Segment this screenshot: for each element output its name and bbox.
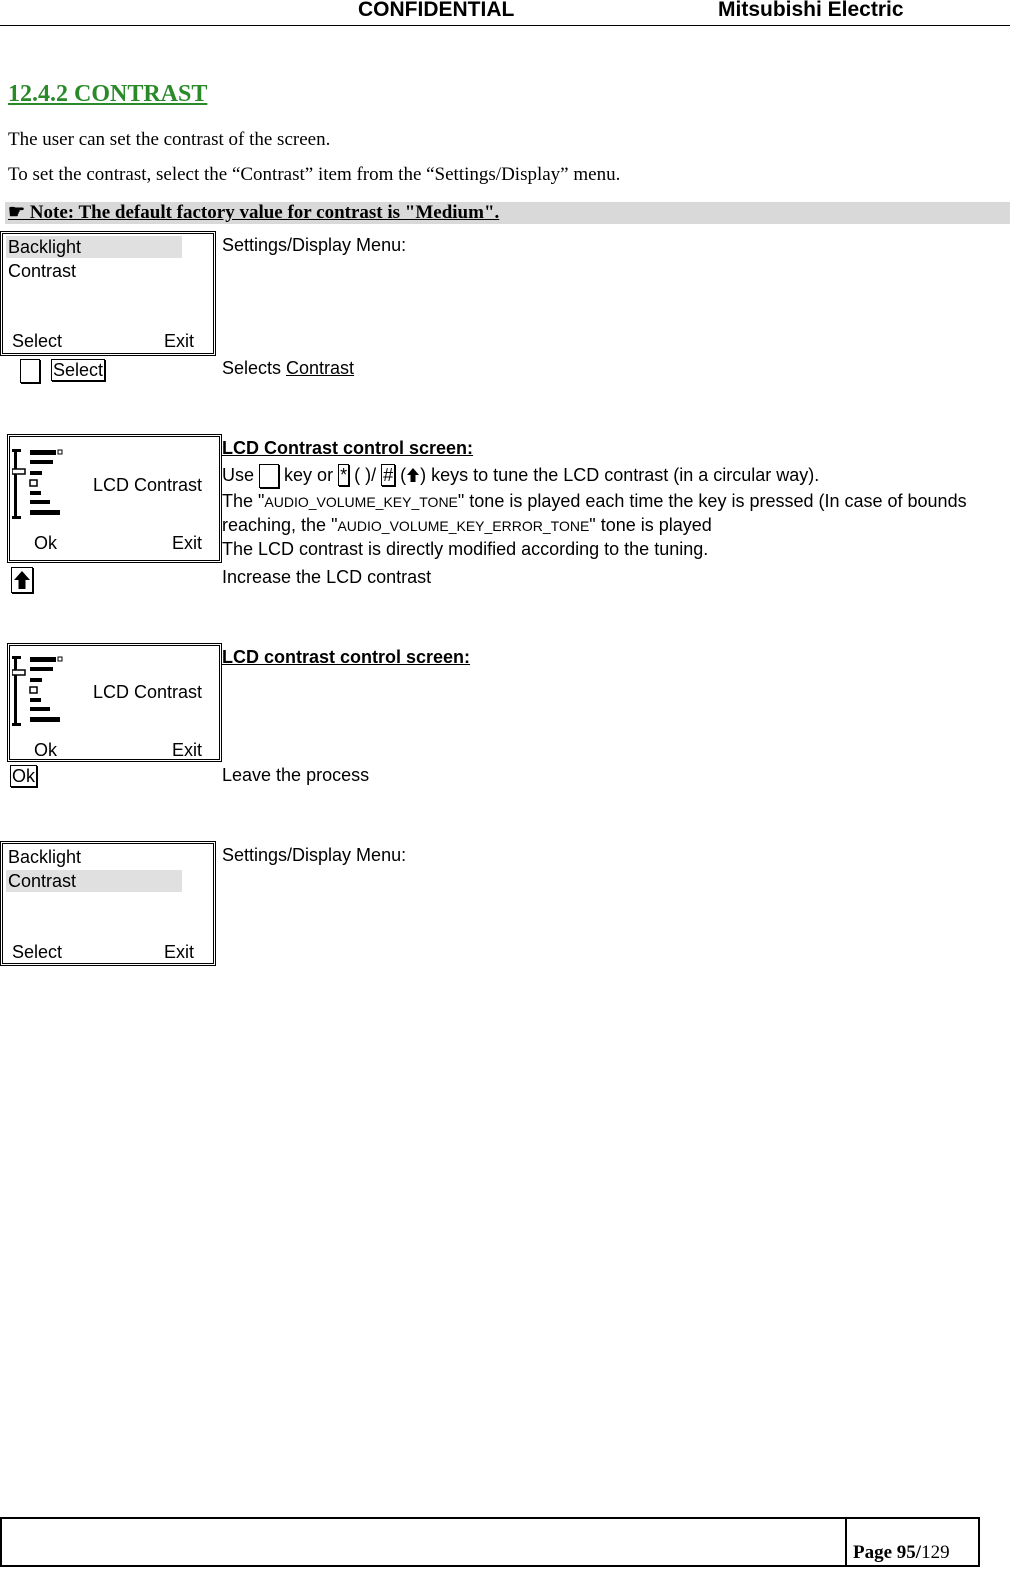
softkey-select[interactable]: Select: [12, 942, 63, 962]
lcd-instructions-line-1: Use key or * ( )/ # ( ) keys to tune the LCD contrast (in a circular way).: [222, 464, 819, 488]
error-prefix: reaching, the ": [222, 515, 338, 535]
intro-paragraph-2: To set the contrast, select the “Contrast” item from the “Settings/Display” menu.: [8, 164, 621, 185]
menu-description: Settings/Display Menu:: [222, 235, 407, 255]
section-title: 12.4.2 CONTRAST: [8, 81, 208, 107]
lcd-instructions-line-2: [222, 491, 967, 512]
lcd-contrast-screen-2: [7, 643, 222, 762]
contrast-level-icon: [12, 447, 68, 523]
note-text: ☛ Note: The default factory value for contrast is "Medium".: [8, 202, 500, 223]
arrow-up-icon: [12, 568, 32, 592]
hash-key[interactable]: #: [383, 465, 394, 485]
contrast-level-icon: [12, 654, 68, 730]
key-or-text: key or: [284, 465, 334, 485]
lcd-instructions-line-3: [222, 515, 712, 536]
menu-item-backlight[interactable]: Backlight: [8, 847, 82, 867]
key-tone-name: AUDIO_VOLUME_KEY_TONE: [264, 494, 458, 510]
footer-divider: [845, 1517, 847, 1567]
page-total: 129: [921, 1542, 950, 1563]
heading-text: LCD Contrast control screen:: [222, 438, 474, 458]
blank-key-icon: [20, 359, 40, 383]
softkey-select[interactable]: Select: [12, 331, 63, 351]
softkey-ok[interactable]: Ok: [34, 533, 58, 553]
brand-label: Mitsubishi Electric: [718, 0, 904, 21]
softkey-ok[interactable]: Ok: [34, 740, 58, 760]
settings-display-menu-screen: [0, 231, 216, 356]
lcd-instructions-line-4: The LCD contrast is directly modified according to the tuning.: [222, 539, 709, 559]
increase-contrast-description: Increase the LCD contrast: [222, 567, 432, 587]
error-tone-name: AUDIO_VOLUME_KEY_ERROR_TONE: [337, 518, 590, 534]
arrow-up-icon: [406, 467, 420, 483]
error-suffix: " tone is played: [589, 515, 712, 535]
menu-item-contrast[interactable]: Contrast: [6, 870, 182, 892]
lcd-contrast-heading-2: [222, 647, 470, 668]
step-select-description: [222, 358, 354, 379]
menu-item-contrast[interactable]: Contrast: [8, 261, 77, 281]
menu-description-2: Settings/Display Menu:: [222, 845, 407, 865]
heading-text: LCD contrast control screen:: [222, 647, 471, 667]
confidential-label: CONFIDENTIAL: [358, 0, 515, 21]
use-text: Use: [222, 465, 255, 485]
lcd-contrast-heading: [222, 438, 473, 459]
lcd-contrast-label: LCD Contrast: [93, 682, 203, 702]
keys-description-text: ) keys to tune the LCD contrast (in a circular way).: [420, 465, 820, 485]
settings-display-menu-screen-2: [0, 841, 216, 966]
step-select-keys: [20, 359, 105, 383]
selects-text: Selects: [222, 358, 287, 378]
page-number: [853, 1542, 950, 1564]
softkey-exit[interactable]: Exit: [164, 942, 195, 962]
lcd-contrast-label: LCD Contrast: [93, 475, 203, 495]
star-key[interactable]: *: [340, 465, 348, 485]
select-key[interactable]: Select: [53, 360, 104, 380]
tone-suffix: " tone is played each time the key is pressed (In case of bounds: [457, 491, 967, 511]
contrast-link: Contrast: [286, 358, 355, 378]
paren-text: ( )/: [354, 465, 377, 485]
up-arrow-key[interactable]: [11, 567, 33, 593]
menu-item-backlight[interactable]: Backlight: [6, 236, 182, 258]
softkey-exit[interactable]: Exit: [164, 331, 195, 351]
ok-key[interactable]: Ok: [12, 766, 36, 786]
intro-paragraph-1: The user can set the contrast of the screen.: [8, 129, 331, 150]
step-ok-keys: [10, 765, 37, 787]
softkey-exit[interactable]: Exit: [172, 533, 203, 553]
header-divider: [0, 25, 1010, 26]
leave-process-description: Leave the process: [222, 765, 370, 785]
page-label: Page 95/: [853, 1542, 922, 1563]
softkey-exit[interactable]: Exit: [172, 740, 203, 760]
tone-prefix: The ": [222, 491, 265, 511]
footer-box: [0, 1517, 980, 1567]
lcd-contrast-screen: [7, 434, 222, 563]
blank-key-icon: [259, 464, 279, 488]
